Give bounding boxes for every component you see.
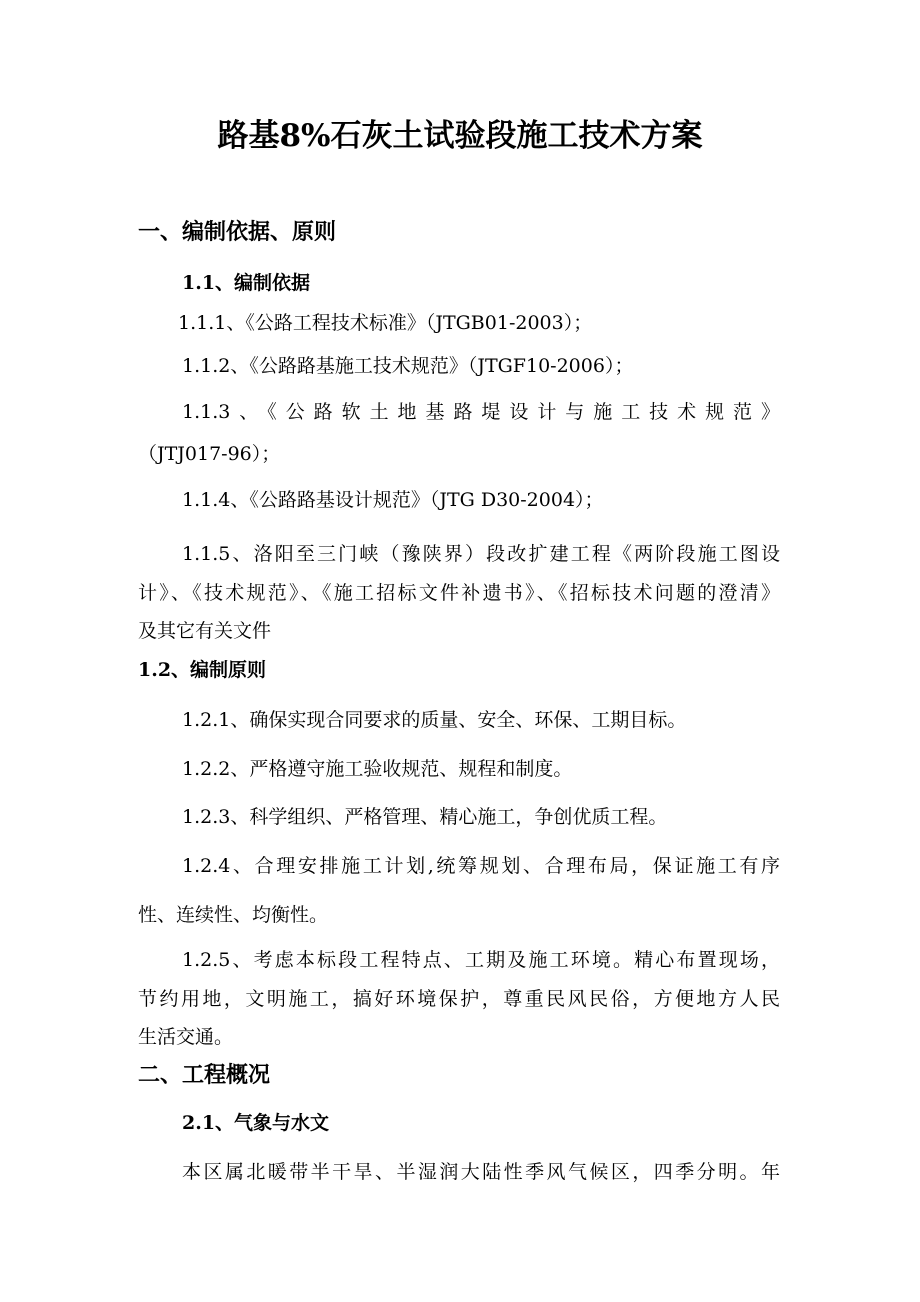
- list-item: 及其它有关文件: [138, 620, 272, 642]
- section-2-heading: 二、工程概况: [138, 1062, 271, 1088]
- list-item: 1.2.5、考虑本标段工程特点、工期及施工环境。精心布置现场，: [182, 949, 780, 971]
- section-1-heading: 一、编制依据、原则: [138, 219, 337, 245]
- list-item: 1.2.3、科学组织、严格管理、精心施工，争创优质工程。: [182, 806, 668, 828]
- section-1-2-heading: 1.2、编制原则: [138, 659, 267, 681]
- list-item: （JTJ017-96）；: [138, 443, 281, 465]
- list-item: 1.2.4、合理安排施工计划,统筹规划、合理布局，保证施工有序: [182, 855, 780, 877]
- section-2-1-heading: 2.1、气象与水文: [182, 1112, 330, 1134]
- paragraph: 本区属北暖带半干旱、半湿润大陆性季风气候区，四季分明。年: [182, 1161, 780, 1183]
- list-item: 计》、《技术规范》、《施工招标文件补遗书》、《招标技术问题的澄清》: [138, 582, 780, 604]
- list-item: 性、连续性、均衡性。: [138, 904, 329, 926]
- list-item: 1.1.4、《公路路基设计规范》（JTG D30-2004）；: [182, 489, 604, 511]
- section-1-1-heading: 1.1、编制依据: [182, 272, 311, 294]
- list-item: 节约用地，文明施工，搞好环境保护，尊重民风民俗，方便地方人民: [138, 988, 780, 1010]
- list-item: 1.2.1、确保实现合同要求的质量、安全、环保、工期目标。: [182, 709, 687, 731]
- list-item: 生活交通。: [138, 1026, 234, 1048]
- list-item: 1.1.3、《公路软土地基路堤设计与施工技术规范》: [182, 401, 780, 423]
- list-item: 1.1.2、《公路路基施工技术规范》（JTGF10-2006）；: [182, 355, 634, 377]
- list-item: 1.1.1、《公路工程技术标准》（JTGB01-2003）；: [178, 312, 593, 334]
- list-item: 1.2.2、严格遵守施工验收规范、规程和制度。: [182, 758, 573, 780]
- document-title: 路基8%石灰土试验段施工技术方案: [217, 118, 703, 154]
- list-item: 1.1.5、洛阳至三门峡（豫陕界）段改扩建工程《两阶段施工图设: [182, 543, 780, 565]
